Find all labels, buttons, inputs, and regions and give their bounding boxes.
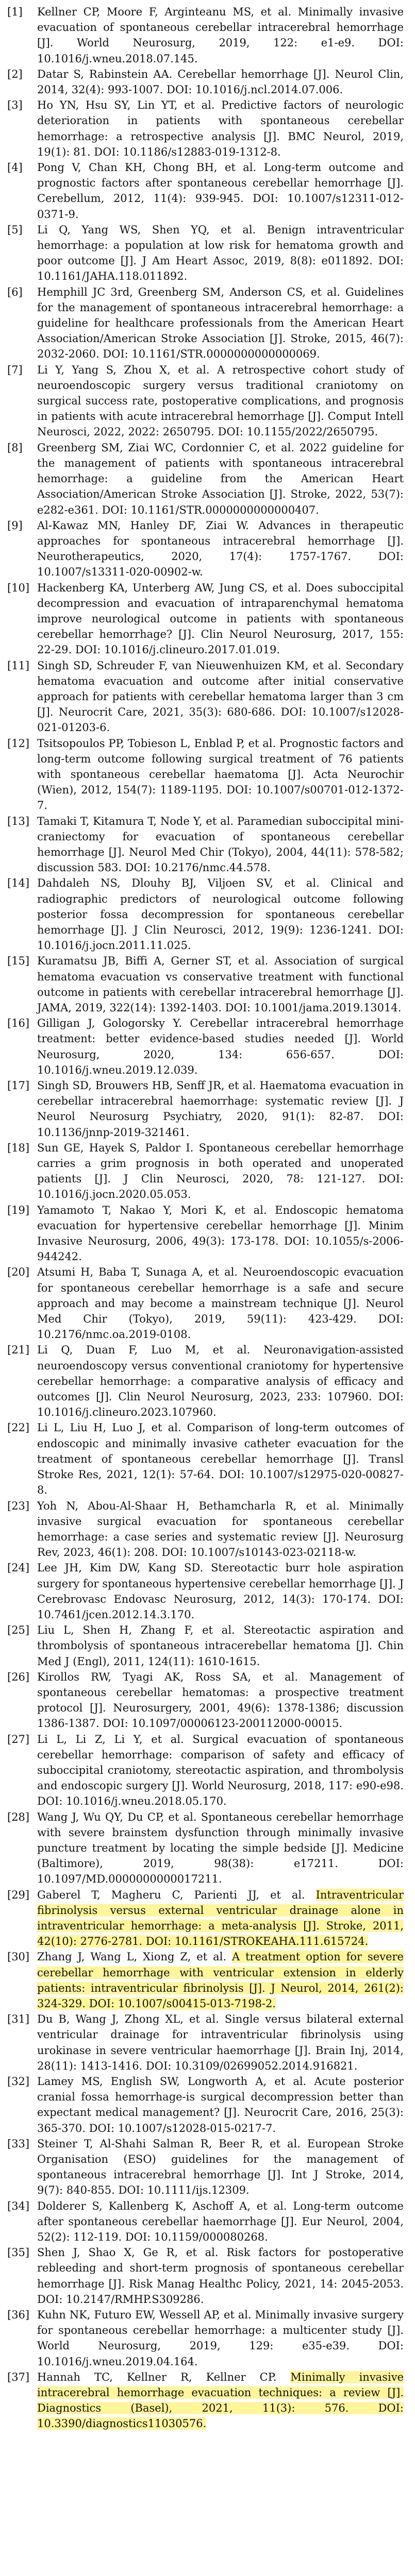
reference-item xyxy=(5,66,404,97)
reference-text xyxy=(37,2198,404,2245)
reference-item xyxy=(5,1015,404,1078)
reference-segment: Sun GE, Hayek S, Paldor I. Spontaneous cerebellar hemorrhage carries a grim prognosis in both operated and unoperated patients [J]. J Clin Neurosci, 2020, 78: 121-127. DOI: 10.1016/j.jocn.2020.05.053. xyxy=(37,1141,404,1201)
reference-item xyxy=(5,1140,404,1202)
reference-item xyxy=(5,1622,404,1669)
reference-number: [16] xyxy=(7,1017,30,1030)
reference-item xyxy=(5,875,404,953)
reference-number: [33] xyxy=(7,2137,30,2150)
reference-number: [5] xyxy=(7,223,23,236)
reference-item xyxy=(5,1202,404,1265)
reference-segment: Wang J, Wu QY, Du CP, et al. Spontaneous cerebellar hemorrhage with severe brainstem dysfunction through minimally invasive puncture treatment by locating the simple bedside [J]. Medicine (Baltimore), 2019, 98(38): e17211. DOI: 10.1097/MD.0000000000017211. xyxy=(37,1810,404,1886)
reference-number: [37] xyxy=(7,2370,30,2383)
reference-text xyxy=(37,160,404,222)
reference-item xyxy=(5,362,404,440)
reference-number: [29] xyxy=(7,1888,30,1901)
reference-item xyxy=(5,2307,404,2369)
reference-number: [32] xyxy=(7,2075,30,2088)
reference-item xyxy=(5,1078,404,1140)
reference-text xyxy=(37,1560,404,1622)
reference-segment: Gaberel T, Magheru C, Parienti JJ, et al. xyxy=(37,1888,316,1901)
reference-segment: Tamaki T, Kitamura T, Node Y, et al. Paramedian suboccipital mini-craniectomy for evacuation of spontaneous cerebellar hemorrhage [J]. Neurol Med Chir (Tokyo), 2004, 44(11): 578-582; discussion 583. DOI: 10.2176/nmc.44.578. xyxy=(37,815,404,874)
reference-text xyxy=(37,2136,404,2198)
reference-number: [1] xyxy=(7,6,23,18)
reference-item xyxy=(5,440,404,518)
reference-segment: Singh SD, Brouwers HB, Senff JR, et al. Haematoma evacuation in cerebellar intracerebral haemorrhage: systematic review [J]. J Neurol Neurosurg Psychiatry, 2020, 91(1): 82-87. DOI: 10.1136/jnnp-2019-321461. xyxy=(37,1079,404,1139)
reference-number: [25] xyxy=(7,1624,30,1637)
reference-number: [2] xyxy=(7,67,23,80)
reference-segment: Yoh N, Abou-Al-Shaar H, Bethamcharla R, et al. Minimally invasive surgical evacuation for spontaneous cerebellar hemorrhage: a case series and systematic review [J]. Neurosurg Rev, 2023, 46(1): 208. DOI: 10.1007/s10143-023-02118-w. xyxy=(37,1499,404,1559)
reference-item xyxy=(5,1264,404,1342)
reference-text xyxy=(37,658,404,736)
reference-number: [4] xyxy=(7,161,23,174)
reference-number: [14] xyxy=(7,877,30,890)
reference-segment: Kuhn NK, Futuro EW, Wessell AP, et al. Minimally invasive surgery for spontaneous cerebellar hemorrhage: a multicenter study [J]. World Neurosurg, 2019, 129: e35-e39. DOI: 10.1016/j.wneu.2019.04.164. xyxy=(37,2309,404,2368)
reference-text xyxy=(37,1202,404,1265)
reference-text xyxy=(37,2307,404,2369)
reference-number: [12] xyxy=(7,737,30,750)
reference-text xyxy=(37,1809,404,1887)
reference-number: [15] xyxy=(7,955,30,968)
reference-text xyxy=(37,1949,404,2011)
reference-item xyxy=(5,814,404,876)
reference-segment: Atsumi H, Baba T, Sunaga A, et al. Neuroendoscopic evacuation for spontaneous cerebellar hemorrhage is a safe and secure approach and may become a mainstream technique [J]. Neurol Med Chir (Tokyo), 2019, 59(11): 423-429. DOI: 10.2176/nmc.oa.2019-0108. xyxy=(37,1266,404,1341)
reference-item xyxy=(5,953,404,1015)
reference-item xyxy=(5,518,404,580)
reference-number: [31] xyxy=(7,2013,30,2026)
reference-item xyxy=(5,97,404,160)
reference-item xyxy=(5,1560,404,1622)
reference-text xyxy=(37,1498,404,1561)
reference-number: [24] xyxy=(7,1562,30,1574)
reference-text xyxy=(37,4,404,66)
reference-item xyxy=(5,1498,404,1561)
reference-item xyxy=(5,2136,404,2198)
reference-item xyxy=(5,1669,404,1732)
reference-text xyxy=(37,1078,404,1140)
reference-segment: Du B, Wang J, Zhong XL, et al. Single versus bilateral external ventricular drainage for intraventricular fibrinolysis using urokinase in severe ventricular haemorrhage [J]. Brain Inj, 2014, 28(11): 1413-1416. DOI: 10.3109/02699052.2014.916821. xyxy=(37,2013,404,2072)
reference-text xyxy=(37,66,404,97)
reference-text xyxy=(37,362,404,440)
highlighted-reference-segment: A treatment option for severe cerebellar hemorrhage with ventricular extension in elderly patients: intraventricular fibrinolysis [J]. J Neurol, 2014, 261(2): 324-329. DOI: 10.1007/s00415-013-7198-2. xyxy=(37,1951,404,2010)
reference-text xyxy=(37,875,404,953)
reference-item xyxy=(5,284,404,362)
reference-segment: Li Q, Duan F, Luo M, et al. Neuronavigation-assisted neuroendoscopy versus conventional craniotomy for hypertensive cerebellar hemorrhage: a comparative analysis of efficacy and outcomes [J]. Clin Neurol Neurosurg, 2023, 233: 107960. DOI: 10.1016/j.clineuro.2023.107960. xyxy=(37,1344,404,1419)
reference-text xyxy=(37,284,404,362)
reference-text xyxy=(37,1622,404,1669)
reference-segment: Dahdaleh NS, Dlouhy BJ, Viljoen SV, et al. Clinical and radiographic predictors of neurological outcome following posterior fossa decompression for spontaneous cerebellar hemorrhage [J]. J Clin Neurosci, 2012, 19(9): 1236-1241. DOI: 10.1016/j.jocn.2011.11.025. xyxy=(37,877,404,952)
reference-number: [13] xyxy=(7,815,30,827)
reference-text xyxy=(37,814,404,876)
reference-segment: Hackenberg KA, Unterberg AW, Jung CS, et al. Does suboccipital decompression and evacuation of intraparenchymal hematoma improve neurological outcome in patients with spontaneous cerebellar hemorrhage? [J]. Clin Neurol Neurosurg, 2017, 155: 22-29. DOI: 10.1016/j.clineuro.2017.01.019. xyxy=(37,581,404,656)
reference-text xyxy=(37,1887,404,1950)
reference-segment: Li Y, Yang S, Zhou X, et al. A retrospective cohort study of neuroendoscopic surgery versus traditional craniotomy on surgical success rate, postoperative complications, and prognosis in patients with acute intracerebral hemorrhage [J]. Comput Intell Neurosci, 2022, 2022: 2650795. DOI: 10.1155/2022/2650795. xyxy=(37,363,404,438)
reference-text xyxy=(37,1264,404,1342)
reference-text xyxy=(37,736,404,814)
reference-segment: Al-Kawaz MN, Hanley DF, Ziai W. Advances in therapeutic approaches for spontaneous intracerebral hemorrhage [J]. Neurotherapeutics, 2020, 17(4): 1757-1767. DOI: 10.1007/s13311-020-00902-w. xyxy=(37,519,404,579)
reference-number: [36] xyxy=(7,2309,30,2321)
reference-segment: Gilligan J, Gologorsky Y. Cerebellar intracerebral hemorrhage treatment: better evidence-based studies needed [J]. World Neurosurg, 2020, 134: 656-657. DOI: 10.1016/j.wneu.2019.12.039. xyxy=(37,1017,404,1076)
reference-item xyxy=(5,580,404,658)
reference-item xyxy=(5,1949,404,2011)
reference-segment: Li L, Li Z, Li Y, et al. Surgical evacuation of spontaneous cerebellar hemorrhage: comparison of safety and efficacy of suboccipital craniotomy, stereotactic aspiration, and thrombolysis and endoscopic surgery [J]. World Neurosurg, 2018, 117: e90-e98. DOI: 10.1016/j.wneu.2018.05.170. xyxy=(37,1733,404,1808)
reference-text xyxy=(37,222,404,284)
reference-segment: Dolderer S, Kallenberg K, Aschoff A, et al. Long-term outcome after spontaneous cerebellar haemorrhage [J]. Eur Neurol, 2004, 52(2): 112-119. DOI: 10.1159/000080268. xyxy=(37,2199,404,2244)
reference-segment: Zhang J, Wang L, Xiong Z, et al. xyxy=(37,1951,232,1963)
reference-item xyxy=(5,222,404,284)
reference-text xyxy=(37,97,404,160)
reference-number: [8] xyxy=(7,441,23,454)
reference-number: [7] xyxy=(7,363,23,376)
reference-segment: Singh SD, Schreuder F, van Nieuwenhuizen KM, et al. Secondary hematoma evacuation and outcome after initial conservative approach for patients with cerebellar hematoma larger than 3 cm [J]. Neurocrit Care, 2021, 35(3): 680-686. DOI: 10.1007/s12028-021-01203-6. xyxy=(37,659,404,734)
reference-segment: Lee JH, Kim DW, Kang SD. Stereotactic burr hole aspiration surgery for spontaneous hypertensive cerebellar hemorrhage [J]. J Cerebrovasc Endovasc Neurosurg, 2012, 14(3): 170-174. DOI: 10.7461/jcen.2012.14.3.170. xyxy=(37,1562,404,1621)
reference-number: [30] xyxy=(7,1951,30,1963)
reference-text xyxy=(37,518,404,580)
reference-number: [18] xyxy=(7,1141,30,1154)
reference-segment: Lamey MS, English SW, Longworth A, et al. Acute posterior cranial fossa hemorrhage-is surgical decompression better than expectant medical management? [J]. Neurocrit Care, 2016, 25(3): 365-370. DOI: 10.1007/s12028-015-0217-7. xyxy=(37,2075,404,2134)
reference-number: [35] xyxy=(7,2246,30,2259)
reference-segment: Li Q, Yang WS, Shen YQ, et al. Benign intraventricular hemorrhage: a population at low risk for hematoma growth and poor outcome [J]. J Am Heart Assoc, 2019, 8(8): e011892. DOI: 10.1161/JAHA.118.011892. xyxy=(37,223,404,283)
reference-item xyxy=(5,160,404,222)
reference-segment: Kirollos RW, Tyagi AK, Ross SA, et al. Management of spontaneous cerebellar hematomas: a prospective treatment protocol [J]. Neurosurgery, 2001, 49(6): 1378-1386; discussion 1386-1387. DOI: 10.1097/00006123-200112000-00015. xyxy=(37,1670,404,1730)
reference-item xyxy=(5,2369,404,2432)
reference-number: [10] xyxy=(7,581,30,594)
reference-text xyxy=(37,953,404,1015)
reference-number: [27] xyxy=(7,1733,30,1745)
reference-item xyxy=(5,2074,404,2136)
reference-item xyxy=(5,1420,404,1498)
reference-text xyxy=(37,440,404,518)
reference-number: [3] xyxy=(7,99,23,112)
reference-item xyxy=(5,736,404,814)
reference-text xyxy=(37,580,404,658)
reference-segment: Li L, Liu H, Luo J, et al. Comparison of long-term outcomes of endoscopic and minimally invasive catheter evacuation for the treatment of spontaneous cerebellar hemorrhage [J]. Transl Stroke Res, 2021, 12(1): 57-64. DOI: 10.1007/s12975-020-00827-8. xyxy=(37,1421,404,1497)
reference-segment: Kuramatsu JB, Biffi A, Gerner ST, et al. Association of surgical hematoma evacuation vs conservative treatment with functional outcome in patients with cerebellar intracerebral hemorrhage [J]. JAMA, 2019, 322(14): 1392-1403. DOI: 10.1001/jama.2019.13014. xyxy=(37,955,404,1014)
reference-text xyxy=(37,2245,404,2307)
reference-number: [21] xyxy=(7,1344,30,1357)
reference-segment: Hemphill JC 3rd, Greenberg SM, Anderson CS, et al. Guidelines for the management of spontaneous intracerebral hemorrhage: a guideline for healthcare professionals from the American Heart Association/American Stroke Association [J]. Stroke, 2015, 46(7): 2032-2060. DOI: 10.1161/STR.0000000000000069. xyxy=(37,285,404,361)
reference-number: [6] xyxy=(7,285,23,298)
reference-text xyxy=(37,2011,404,2074)
reference-item xyxy=(5,658,404,736)
reference-number: [28] xyxy=(7,1810,30,1823)
reference-text xyxy=(37,1732,404,1809)
reference-item xyxy=(5,1342,404,1420)
reference-text xyxy=(37,1015,404,1078)
reference-text xyxy=(37,1669,404,1732)
highlighted-reference-segment: Minimally invasive intracerebral hemorrhage evacuation techniques: a review [J]. Diagnostics (Basel), 2021, 11(3): 576. DOI: 10.3390/diagnostics11030576. xyxy=(37,2370,404,2430)
reference-segment: Shen J, Shao X, Ge R, et al. Risk factors for postoperative rebleeding and short-term prognosis of spontaneous cerebellar hemorrhage [J]. Risk Manag Healthc Policy, 2021, 14: 2045-2053. DOI: 10.2147/RMHP.S309286. xyxy=(37,2246,404,2306)
reference-segment: Ho YN, Hsu SY, Lin YT, et al. Predictive factors of neurologic deterioration in patients with spontaneous cerebellar hemorrhage: a retrospective analysis [J]. BMC Neurol, 2019, 19(1): 81. DOI: 10.1186/s12883-019-1312-8. xyxy=(37,99,404,158)
reference-text xyxy=(37,1140,404,1202)
reference-item xyxy=(5,4,404,66)
reference-segment: Pong V, Chan KH, Chong BH, et al. Long-term outcome and prognostic factors after spontaneous cerebellar hemorrhage [J]. Cerebellum, 2012, 11(4): 939-945. DOI: 10.1007/s12311-012-0371-9. xyxy=(37,161,404,221)
reference-item xyxy=(5,1732,404,1809)
reference-text xyxy=(37,2074,404,2136)
reference-item xyxy=(5,2245,404,2307)
reference-text xyxy=(37,1342,404,1420)
reference-segment: Kellner CP, Moore F, Arginteanu MS, et al. Minimally invasive evacuation of spontaneous cerebellar intracerebral hemorrhage [J]. World Neurosurg, 2019, 122: e1-e9. DOI: 10.1016/j.wneu.2018.07.145. xyxy=(37,6,404,65)
reference-segment: Yamamoto T, Nakao Y, Mori K, et al. Endoscopic hematoma evacuation for hypertensive cerebellar hemorrhage [J]. Minim Invasive Neurosurg, 2006, 49(3): 173-178. DOI: 10.1055/s-2006-944242. xyxy=(37,1204,404,1263)
reference-item xyxy=(5,1887,404,1950)
reference-item xyxy=(5,1809,404,1887)
reference-number: [17] xyxy=(7,1079,30,1092)
reference-segment: Greenberg SM, Ziai WC, Cordonnier C, et al. 2022 guideline for the management of patients with spontaneous intracerebral hemorrhage: a guideline from the American Heart Association/American Stroke Association [J]. Stroke, 2022, 53(7): e282-e361. DOI: 10.1161/STR.0000000000000407. xyxy=(37,441,404,516)
reference-segment: Tsitsopoulos PP, Tobieson L, Enblad P, et al. Prognostic factors and long-term outcome following surgical treatment of 76 patients with spontaneous cerebellar haematoma [J]. Acta Neurochir (Wien), 2012, 154(7): 1189-1195. DOI: 10.1007/s00701-012-1372-7. xyxy=(37,737,404,812)
reference-segment: Liu L, Shen H, Zhang F, et al. Stereotactic aspiration and thrombolysis of spontaneous intracerebellar hematoma [J]. Chin Med J (Engl), 2011, 124(11): 1610-1615. xyxy=(37,1624,404,1668)
reference-segment: Datar S, Rabinstein AA. Cerebellar hemorrhage [J]. Neurol Clin, 2014, 32(4): 993-1007. DOI: 10.1016/j.ncl.2014.07.006. xyxy=(37,67,404,96)
reference-number: [22] xyxy=(7,1421,30,1434)
reference-number: [20] xyxy=(7,1266,30,1279)
reference-item xyxy=(5,2198,404,2245)
reference-number: [34] xyxy=(7,2199,30,2212)
reference-number: [26] xyxy=(7,1670,30,1683)
reference-number: [19] xyxy=(7,1204,30,1216)
reference-text xyxy=(37,1420,404,1498)
reference-segment: Steiner T, Al-Shahi Salman R, Beer R, et al. European Stroke Organisation (ESO) guidelines for the management of spontaneous intracerebral hemorrhage [J]. Int J Stroke, 2014, 9(7): 840-855. DOI: 10.1111/ijs.12309. xyxy=(37,2137,404,2197)
reference-number: [11] xyxy=(7,659,30,672)
reference-number: [23] xyxy=(7,1499,30,1512)
reference-segment: Hannah TC, Kellner R, Kellner CP. xyxy=(37,2370,291,2383)
reference-number: [9] xyxy=(7,519,23,532)
reference-item xyxy=(5,2011,404,2074)
reference-text xyxy=(37,2369,404,2432)
highlighted-reference-segment: Intraventricular fibrinolysis versus external ventricular drainage alone in intraventricular hemorrhage: a meta-analysis [J]. Stroke, 2011, 42(10): 2776-2781. DOI: 10.1161/STROKEAHA.111.615724. xyxy=(37,1888,404,1948)
